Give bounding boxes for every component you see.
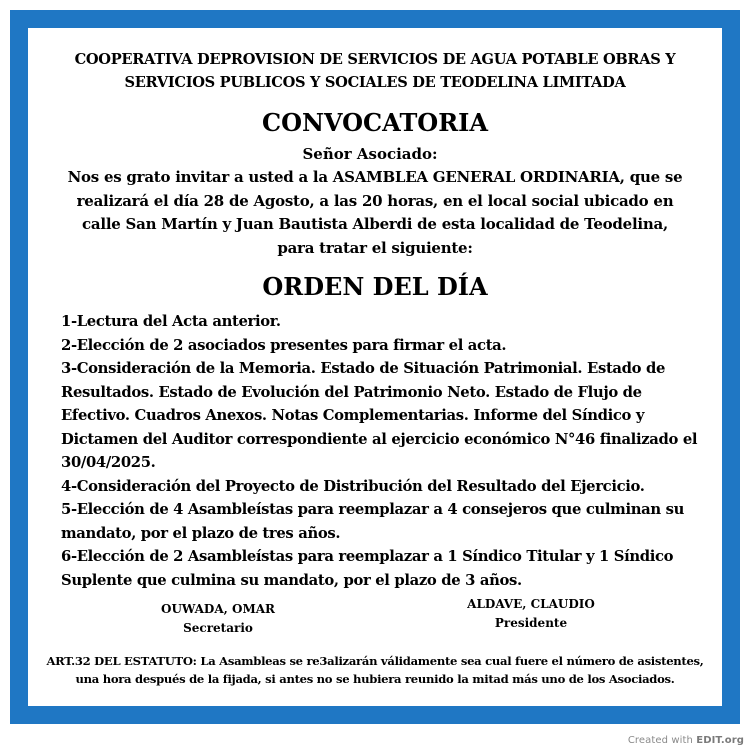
president-name: ALDAVE, CLAUDIO: [467, 597, 595, 611]
statute-note-line-1: ART.32 DEL ESTATUTO: La Asambleas se re3alizarán válidamente sea cual fuere el número de asistentes,: [46, 654, 704, 668]
agenda-item-6: 6-Elección de 2 Asambleístas para reemplazar a 1 Síndico Titular y 1 Síndico Suplente que culmina su mandato, por el plazo de 3 años.: [61, 548, 674, 589]
salutation: Señor Asociado:: [302, 145, 438, 163]
signature-secretary: [138, 600, 298, 638]
edit-org-watermark: [628, 735, 744, 746]
agenda-item-3: 3-Consideración de la Memoria. Estado de Situación Patrimonial. Estado de Resultados. Estado de Evolución del Patrimonio Neto. Estado de Flujo de Efectivo. Cuadros Anexos. Notas Complementarias. Informe del Síndico y Dictamen del Auditor correspondiente al ejercicio económico N°46 finalizado el 30/04/2025.: [61, 360, 698, 471]
secretary-name: OUWADA, OMAR: [160, 602, 276, 616]
invitation-paragraph: [38, 166, 712, 260]
agenda-list: [61, 310, 701, 592]
notice-title: CONVOCATORIA: [261, 108, 489, 137]
cooperative-name-header: [28, 48, 722, 94]
invitation-line-2: realizará el día 28 de Agosto, a las 20 horas, en el local social ubicado en: [76, 191, 674, 210]
president-role: Presidente: [494, 616, 568, 630]
statute-note-line-2: una hora después de la fijada, si antes no se hubiera reunido la mitad más uno de los Asociados.: [75, 671, 675, 686]
watermark-brand: EDIT.org: [696, 735, 744, 746]
invitation-line-4: para tratar el siguiente:: [277, 238, 473, 257]
agenda-item-5: 5-Elección de 4 Asambleístas para reemplazar a 4 consejeros que culminan su mandato, por el plazo de tres años.: [61, 501, 684, 542]
secretary-role: Secretario: [183, 621, 253, 635]
header-line-1: COOPERATIVA DEPROVISION DE SERVICIOS DE AGUA POTABLE OBRAS Y: [74, 51, 676, 68]
notice-content: [28, 28, 722, 706]
invitation-line-3: calle San Martín y Juan Bautista Alberdi de esta localidad de Teodelina,: [82, 215, 668, 233]
invitation-line-1: Nos es grato invitar a usted a la ASAMBLEA GENERAL ORDINARIA, que se: [67, 168, 683, 186]
watermark-prefix: Created with: [627, 735, 697, 746]
signature-president: [451, 595, 611, 633]
agenda-item-4: 4-Consideración del Proyecto de Distribución del Resultado del Ejercicio.: [61, 477, 645, 495]
header-line-2: SERVICIOS PUBLICOS Y SOCIALES DE TEODELINA LIMITADA: [124, 74, 626, 91]
agenda-title: ORDEN DEL DÍA: [262, 272, 488, 301]
agenda-item-2: 2-Elección de 2 asociados presentes para firmar el acta.: [61, 336, 507, 354]
agenda-item-1: 1-Lectura del Acta anterior.: [61, 313, 281, 330]
statute-note: [28, 653, 722, 688]
